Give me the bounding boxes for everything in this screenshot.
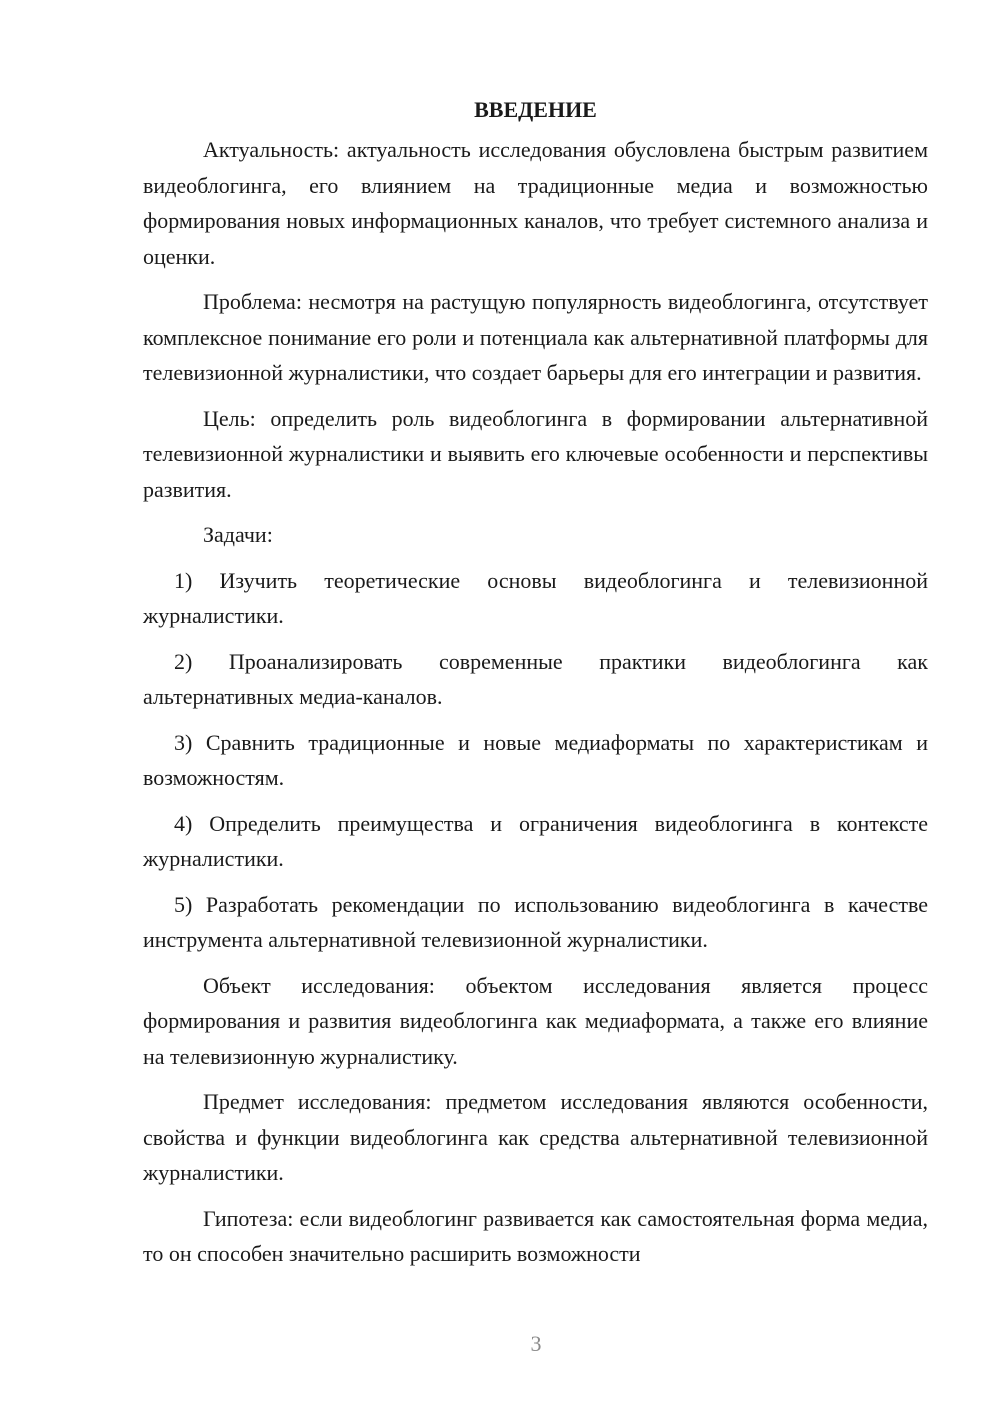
section-title: ВВЕДЕНИЕ xyxy=(474,97,597,122)
page-number: 3 xyxy=(530,1331,542,1356)
paragraph-object: Объект исследования: объектом исследования является процесс формирования и развития видеоблогинга как медиаформата, а также его влияние на телевизионную журналистику. xyxy=(143,972,928,1069)
task-item-2: 2) Проанализировать современные практики видеоблогинга как альтернативных медиа-каналов. xyxy=(143,648,928,709)
paragraph-problem: Проблема: несмотря на растущую популярность видеоблогинга, отсутствует комплексное понимание его роли и потенциала как альтернативной платформы для телевизионной журналистики, что создает барьеры для его интеграции и развития. xyxy=(143,289,928,385)
paragraph-hypothesis: Гипотеза: если видеоблогинг развивается как самостоятельная форма медиа, то он способен значительно расширить возможности xyxy=(143,1205,928,1266)
tasks-heading: Задачи: xyxy=(203,522,273,547)
paragraph-goal: Цель: определить роль видеоблогинга в формировании альтернативной телевизионной журналистики и выявить его ключевые особенности и перспективы развития. xyxy=(143,405,928,502)
task-item-4: 4) Определить преимущества и ограничения видеоблогинга в контексте журналистики. xyxy=(143,810,928,871)
task-item-5: 5) Разработать рекомендации по использованию видеоблогинга в качестве инструмента альтернативной телевизионной журналистики. xyxy=(143,891,928,952)
document-page xyxy=(143,92,928,1272)
task-item-1: 1) Изучить теоретические основы видеоблогинга и телевизионной журналистики. xyxy=(143,567,928,628)
paragraph-relevance: Актуальность: актуальность исследования обусловлена быстрым развитием видеоблогинга, его влиянием на традиционные медиа и возможностью формирования новых информационных каналов, что требует системного анализа и оценки. xyxy=(143,137,928,269)
task-item-3: 3) Сравнить традиционные и новые медиаформаты по характеристикам и возможностям. xyxy=(143,729,928,790)
paragraph-subject: Предмет исследования: предметом исследования являются особенности, свойства и функции видеоблогинга как средства альтернативной телевизионной журналистики. xyxy=(143,1089,928,1185)
